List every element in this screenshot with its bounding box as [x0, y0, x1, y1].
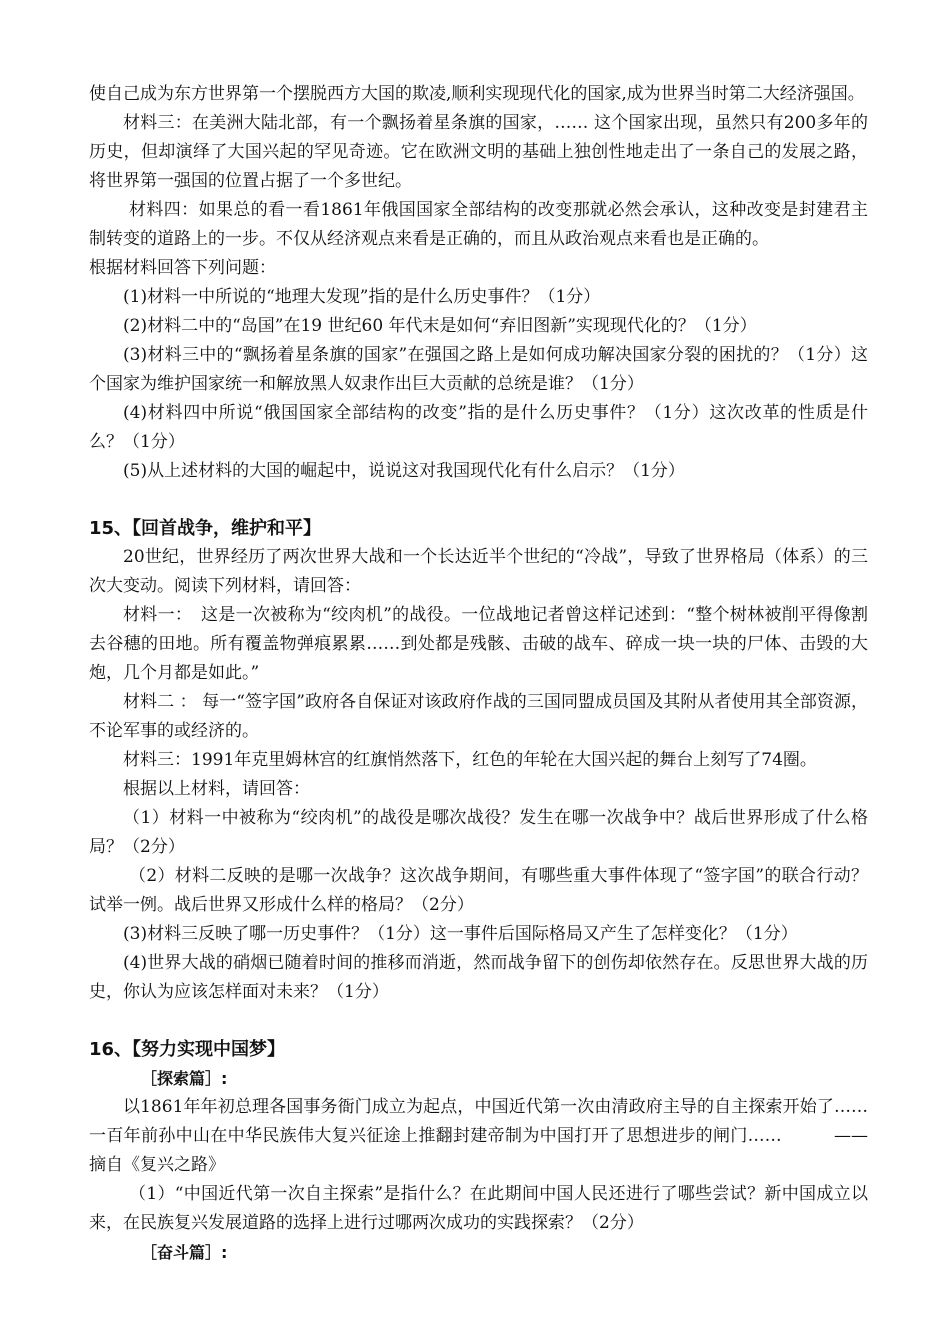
section-16-paragraph: 以1861年年初总理各国事务衙门成立为起点，中国近代第一次由清政府主导的自主探索开始了……一百年前孙中山在中华民族伟大复兴征途上推翻封建帝制为中国打开了思想进步的闸门…… ——摘自《复兴之路》	[89, 1097, 868, 1175]
section-15-material-2: 材料二 ： 每一“签字国”政府各自保证对该政府作战的三国同盟成员国及其附从者使用其全部资源，不论军事的或经济的。	[89, 692, 868, 741]
question-4: (4)材料四中所说“俄国国家全部结构的改变”指的是什么历史事件？（1分）这次改革的性质是什么？（1分）	[89, 403, 868, 452]
section-16-title: 16、【努力实现中国梦】	[89, 1039, 286, 1060]
section-15-material-3: 材料三：1991年克里姆林宫的红旗悄然落下，红色的年轮在大国兴起的舞台上刻写了74圈。	[123, 750, 817, 770]
section-15-title: 15、【回首战争，维护和平】	[89, 518, 322, 539]
material-four: 材料四：如果总的看一看1861年俄国国家全部结构的改变那就必然会承认，这种改变是封建君主制转变的道路上的一步。不仅从经济观点来看是正确的，而且从政治观点来看也是正确的。	[89, 200, 868, 249]
section-15-instruction: 根据以上材料，请回答：	[123, 779, 310, 799]
paragraph: 使自己成为东方世界第一个摆脱西方大国的欺凌,顺利实现现代化的国家,成为世界当时第二大经济强国。	[89, 84, 865, 104]
section-16-subheading-explore: ［探索篇］:	[141, 1069, 228, 1088]
question-2: (2)材料二中的“岛国”在19 世纪60 年代末是如何“弃旧图新”实现现代化的？（1分）	[123, 316, 757, 336]
instruction: 根据材料回答下列问题：	[89, 258, 276, 278]
section-15-question-4: (4)世界大战的硝烟已随着时间的推移而消逝，然而战争留下的创伤却依然存在。反思世界大战的历史，你认为应该怎样面对未来？（1分）	[89, 953, 868, 1002]
question-5: (5)从上述材料的大国的崛起中，说说这对我国现代化有什么启示？（1分）	[123, 461, 685, 481]
section-15-question-3: (3)材料三反映了哪一历史事件？（1分）这一事件后国际格局又产生了怎样变化？（1分）	[123, 924, 798, 944]
question-1: (1)材料一中所说的“地理大发现”指的是什么历史事件？（1分）	[123, 287, 601, 307]
section-16-question-1: （1）“中国近代第一次自主探索”是指什么？在此期间中国人民还进行了哪些尝试？新中国成立以来，在民族复兴发展道路的选择上进行过哪两次成功的实践探索？（2分）	[89, 1184, 868, 1233]
section-15-question-1: （1）材料一中被称为“绞肉机”的战役是哪次战役？发生在哪一次战争中？战后世界形成了什么格局？（2分）	[89, 808, 868, 857]
section-15-question-2: （2）材料二反映的是哪一次战争？这次战争期间，有哪些重大事件体现了“签字国”的联合行动？试举一例。战后世界又形成什么样的格局？（2分）	[89, 866, 868, 915]
section-16-subheading-strive: ［奋斗篇］:	[141, 1243, 228, 1262]
question-3: (3)材料三中的“飘扬着星条旗的国家”在强国之路上是如何成功解决国家分裂的困扰的？（1分）这个国家为维护国家统一和解放黑人奴隶作出巨大贡献的总统是谁？（1分）	[89, 345, 868, 394]
section-15-intro: 20世纪，世界经历了两次世界大战和一个长达近半个世纪的“冷战”，导致了世界格局（体系）的三次大变动。阅读下列材料，请回答：	[89, 547, 868, 596]
material-three: 材料三：在美洲大陆北部，有一个飘扬着星条旗的国家，…… 这个国家出现，虽然只有200多年的历史，但却演绎了大国兴起的罕见奇迹。它在欧洲文明的基础上独创性地走出了一条自己的发展之路，将世界第一强国的位置占据了一个多世纪。	[89, 113, 868, 191]
section-15-material-1: 材料一： 这是一次被称为“绞肉机”的战役。一位战地记者曾这样记述到：“整个树林被削平得像割去谷穗的田地。所有覆盖物弹痕累累……到处都是残骸、击破的战车、碎成一块一块的尸体、击毁的大炮，几个月都是如此。”	[89, 605, 868, 683]
